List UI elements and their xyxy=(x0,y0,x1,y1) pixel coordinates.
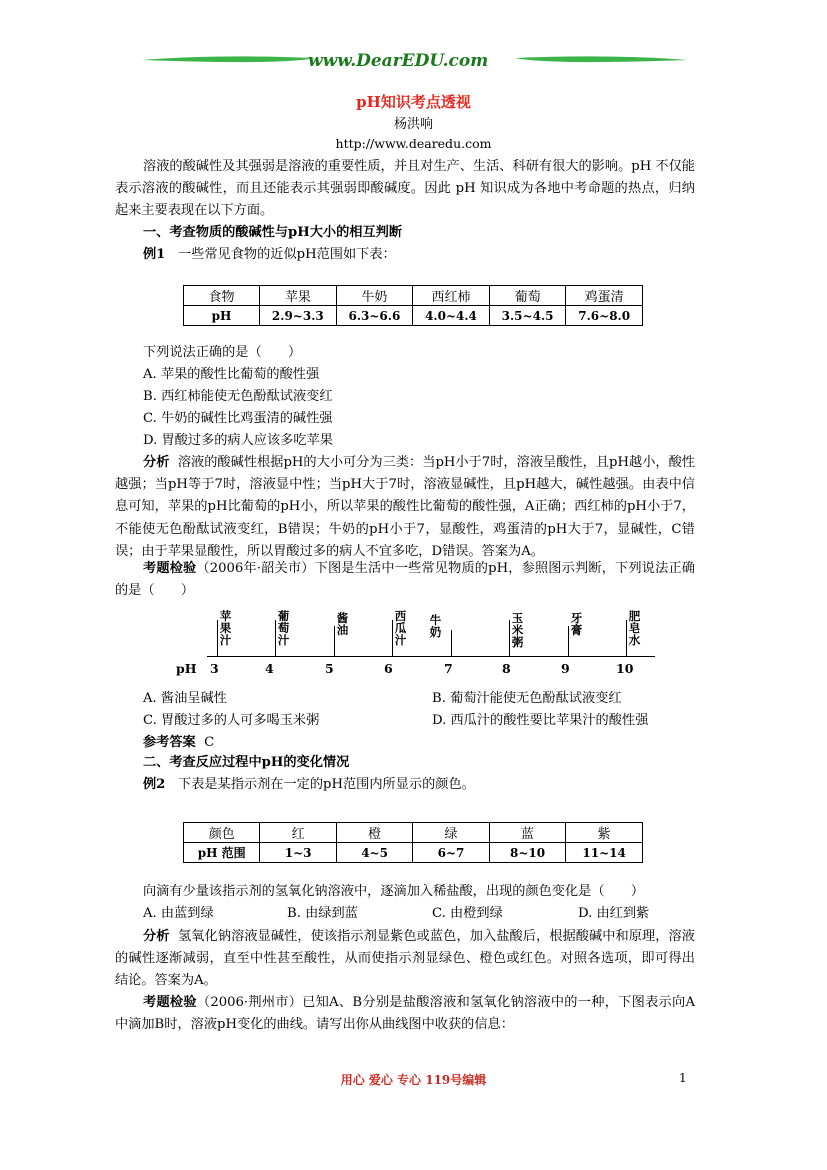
question-2: 向滴有少量该指示剂的氢氧化钠溶液中，逐滴加入稀盐酸，出现的颜色变化是（ ） xyxy=(143,884,645,899)
section-heading-2: 二、考查反应过程中pH的变化情况 xyxy=(143,755,350,770)
question-1: 下列说法正确的是（ ） xyxy=(143,345,302,360)
reference-answer xyxy=(143,732,693,754)
table-cell: 葡萄 xyxy=(489,286,566,306)
option-b: B. 西红柿能使无色酚酞试液变红 xyxy=(143,389,333,404)
table-header-row xyxy=(184,823,643,843)
exam-test-label: 考题检验 xyxy=(143,561,197,576)
example-text: 一些常见食物的近似pH范围如下表： xyxy=(177,247,396,262)
table-cell: 橙 xyxy=(336,823,412,843)
analysis-1 xyxy=(115,452,695,563)
test1-option-d: D. 西瓜汁的酸性要比苹果汁的酸性强 xyxy=(432,713,649,728)
example-text: 下表是某指示剂在一定的pH范围内所显示的颜色。 xyxy=(177,777,475,792)
table-cell: 牛奶 xyxy=(336,286,413,306)
table-cell: 7.6~8.0 xyxy=(566,306,643,326)
q2-option-c: C. 由橙到绿 xyxy=(432,906,503,921)
tick-label: 3 xyxy=(210,661,219,676)
example-2 xyxy=(143,774,693,796)
scale-axis xyxy=(207,656,655,657)
marker-line xyxy=(217,620,218,656)
indicator-color-table xyxy=(183,822,643,863)
table-cell: 3.5~4.5 xyxy=(489,306,566,326)
test1-option-b: B. 葡萄汁能使无色酚酞试液变红 xyxy=(432,691,622,706)
table-cell: 蓝 xyxy=(489,823,566,843)
footer-text: 用心 爱心 专心 119号编辑 xyxy=(340,1073,487,1087)
table-cell: 1~3 xyxy=(260,843,336,863)
tick-label: 7 xyxy=(444,661,453,676)
site-logo: www.DearEDU.com xyxy=(308,51,489,71)
table-cell: 8~10 xyxy=(489,843,566,863)
table-cell: 红 xyxy=(260,823,336,843)
test1-option-a: A. 酱油呈碱性 xyxy=(143,691,227,706)
item-label-watermelon-juice: 西瓜汁 xyxy=(394,609,407,647)
table-row xyxy=(184,306,643,326)
item-label-grape-juice: 葡萄汁 xyxy=(277,609,290,647)
example-label: 例1 xyxy=(143,247,166,262)
intro-paragraph: 溶液的酸碱性及其强弱是溶液的重要性质，并且对生产、生活、科研有很大的影响。pH 不仅能表示溶液的酸碱性，而且还能表示其强弱即酸碱度。因此 pH 知识成为各地中考命题的热点，归纳起来主要表现在以下方面。 xyxy=(115,159,695,219)
marker-line xyxy=(626,620,627,656)
option-c: C. 牛奶的碱性比鸡蛋清的碱性强 xyxy=(143,411,333,426)
table-row xyxy=(184,843,643,863)
table-cell: 苹果 xyxy=(260,286,337,306)
page-number: 1 xyxy=(679,1071,687,1085)
table-cell: 绿 xyxy=(413,823,489,843)
marker-line xyxy=(275,620,276,656)
page-title: pH知识考点透视 xyxy=(356,93,471,111)
table-cell: 紫 xyxy=(566,823,643,843)
marker-line xyxy=(334,626,335,656)
option-a: A. 苹果的酸性比葡萄的酸性强 xyxy=(143,367,320,382)
marker-line xyxy=(509,620,510,656)
analysis-label: 分析 xyxy=(143,455,170,470)
table-cell: 4~5 xyxy=(336,843,412,863)
tick-label: 8 xyxy=(502,661,511,676)
tick-label: 9 xyxy=(561,661,570,676)
item-label-apple-juice: 苹果汁 xyxy=(219,609,232,647)
analysis-text: 溶液的酸碱性根据pH的大小可分为三类：当pH小于7时，溶液呈酸性，且pH越小，酸性越强；当pH等于7时，溶液显中性；当pH大于7时，溶液显碱性，且pH越大，碱性越强。由表中信息可知，苹果的pH比葡萄的pH小，所以苹果的酸性比葡萄的酸性强，A正确；西红柿的pH小于7，不能使无色酚酞试液变红，B错误；牛奶的pH小于7，显酸性，鸡蛋清的pH大于7，显碱性，C错误；由于苹果显酸性，所以胃酸过多的病人不宜多吃，D错误。答案为A。 xyxy=(115,455,695,559)
marker-line xyxy=(568,626,569,656)
table-cell: 鸡蛋清 xyxy=(566,286,643,306)
example-1 xyxy=(143,244,693,266)
test1-option-c: C. 胃酸过多的人可多喝玉米粥 xyxy=(143,713,320,728)
reference-answer-label: 参考答案 xyxy=(143,735,196,750)
exam-test-text: （2006·荆州市）已知A、B分别是盐酸溶液和氢氧化钠溶液中的一种，下图表示向A中滴加B时，溶液pH变化的曲线。请写出你从曲线图中收获的信息： xyxy=(115,995,695,1033)
table-cell: 食物 xyxy=(184,286,260,306)
source-url: http://www.dearedu.com xyxy=(335,136,492,151)
table-cell: 西红柿 xyxy=(413,286,490,306)
table-cell: pH xyxy=(184,306,260,326)
table-cell: 颜色 xyxy=(184,823,260,843)
author: 杨洪响 xyxy=(393,117,433,132)
item-label-soy-sauce: 酱油 xyxy=(336,611,349,637)
table-cell: 6.3~6.6 xyxy=(336,306,413,326)
exam-test-text: （2006年·韶关市）下图是生活中一些常见物质的pH，参照图示判断，下列说法正确的是（ ） xyxy=(115,561,695,599)
table-cell: 4.0~4.4 xyxy=(413,306,490,326)
table-cell: 11~14 xyxy=(566,843,643,863)
reference-answer-value: C xyxy=(204,735,215,750)
tick-label: 4 xyxy=(265,661,274,676)
q2-option-d: D. 由红到紫 xyxy=(578,906,650,921)
example-label: 例2 xyxy=(143,777,166,792)
q2-option-a: A. 由蓝到绿 xyxy=(143,906,214,921)
option-d: D. 胃酸过多的病人应该多吃苹果 xyxy=(143,433,333,448)
section-heading-1: 一、考查物质的酸碱性与pH大小的相互判断 xyxy=(143,225,403,240)
q2-option-b: B. 由绿到蓝 xyxy=(287,906,358,921)
item-label-corn-porridge: 玉米粥 xyxy=(511,611,524,649)
exam-test-label: 考题检验 xyxy=(143,995,197,1010)
item-label-soapy-water: 肥皂水 xyxy=(628,609,641,647)
tick-label: 6 xyxy=(384,661,393,676)
marker-line xyxy=(451,630,452,656)
analysis-2 xyxy=(115,926,695,993)
exam-test-2 xyxy=(115,992,695,1036)
analysis-label: 分析 xyxy=(143,929,170,944)
tick-label: 10 xyxy=(616,661,634,676)
axis-label: pH xyxy=(176,661,197,676)
item-label-toothpaste: 牙膏 xyxy=(570,611,583,637)
item-label-milk: 牛奶 xyxy=(429,613,442,639)
table-cell: 6~7 xyxy=(413,843,489,863)
exam-test-1 xyxy=(115,558,695,602)
table-header-row xyxy=(184,286,643,306)
tick-label: 5 xyxy=(325,661,334,676)
marker-line xyxy=(392,620,393,656)
food-ph-table xyxy=(183,285,643,326)
table-cell: pH 范围 xyxy=(184,843,260,863)
analysis-text: 氢氧化钠溶液显碱性，使该指示剂显紫色或蓝色，加入盐酸后，根据酸碱中和原理，溶液的碱性逐渐减弱，直至中性甚至酸性，从而使指示剂显绿色、橙色或红色。对照各选项，即可得出结论。答案为A。 xyxy=(115,929,695,989)
table-cell: 2.9~3.3 xyxy=(260,306,337,326)
